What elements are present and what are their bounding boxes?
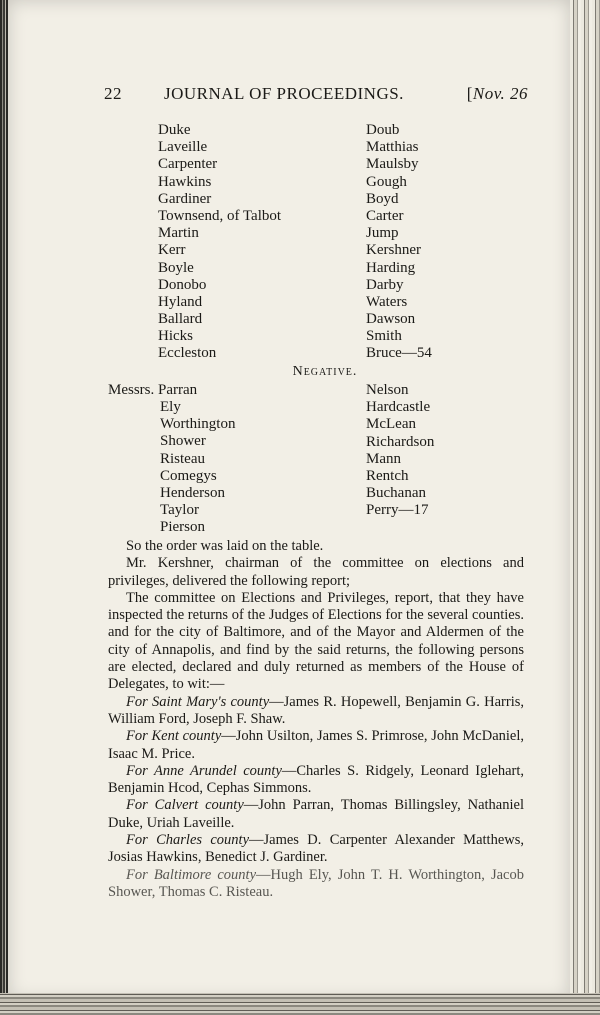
header-date-bracket: [ — [466, 84, 473, 103]
county-label: For Saint Mary's county — [126, 693, 270, 710]
member-name: Perry—17 — [366, 502, 429, 519]
member-name: Comegys — [160, 467, 217, 484]
member-name: Dawson — [366, 311, 416, 328]
member-name: Gardiner — [158, 190, 212, 207]
running-title: JOURNAL OF PROCEEDINGS. — [164, 84, 404, 103]
affirmative-left-column — [158, 122, 281, 363]
member-name: Martin — [158, 225, 199, 242]
member-name: Maulsby — [366, 156, 419, 173]
county-anne-arundel — [108, 763, 524, 798]
county-members: —James R. Hopewell, Benjamin G. Harris, William Ford, Joseph F. Shaw. — [108, 693, 524, 727]
member-name: Risteau — [160, 450, 205, 467]
county-label: For Anne Arundel county — [126, 762, 282, 779]
member-name: Harding — [366, 259, 416, 276]
member-name: Waters — [366, 293, 408, 310]
member-name: Boyle — [158, 259, 194, 276]
county-members: —James D. Carpenter Alexander Matthews, Josias Hawkins, Benedict J. Gardiner. — [108, 832, 524, 866]
member-name: Smith — [366, 328, 402, 345]
member-name: Townsend, of Talbot — [158, 207, 282, 224]
county-label: For Charles county — [126, 832, 250, 849]
member-name: Darby — [366, 276, 404, 293]
county-kent — [108, 728, 524, 763]
member-name: Matthias — [366, 139, 419, 156]
county-members: —John Usilton, James S. Primrose, John McDaniel, Isaac M. Price. — [108, 728, 524, 762]
member-name: Bruce—54 — [366, 345, 432, 362]
paragraph-kershner: Mr. Kershner, chairman of the committee on elections and privileges, delivered the following report; — [108, 555, 524, 589]
county-calvert — [108, 797, 524, 832]
member-name: Kershner — [366, 242, 421, 259]
negative-heading-text: Negative. — [292, 364, 358, 379]
page-bottom-edge — [0, 993, 600, 1015]
member-name: Gough — [366, 173, 407, 190]
member-name: Kerr — [158, 242, 186, 259]
member-name: Nelson — [366, 382, 409, 398]
negative-left-column — [160, 399, 235, 537]
county-members: —Hugh Ely, John T. H. Worthington, Jacob Shower, Thomas C. Risteau. — [108, 866, 524, 900]
member-name: Shower — [160, 433, 206, 450]
county-charles — [108, 832, 524, 867]
county-saint-marys — [108, 694, 524, 729]
paragraph-order-laid: So the order was laid on the table. — [126, 538, 324, 554]
member-name: Ballard — [158, 311, 203, 328]
member-name: Duke — [158, 122, 191, 138]
page-stack-edge — [570, 0, 600, 1015]
county-members: —John Parran, Thomas Billingsley, Nathaniel Duke, Uriah Laveille. — [108, 797, 524, 831]
county-baltimore — [108, 867, 524, 902]
member-name: Hicks — [158, 328, 193, 345]
county-members: —Charles S. Ridgely, Leonard Iglehart, Benjamin Hcod, Cephas Simmons. — [108, 762, 524, 797]
member-name: Eccleston — [158, 345, 217, 362]
member-name: Donobo — [158, 276, 207, 293]
page-number: 22 — [104, 84, 122, 103]
county-label: For Kent county — [126, 728, 222, 745]
member-name: Richardson — [366, 433, 435, 450]
member-name: Carpenter — [158, 156, 218, 173]
member-name: Jump — [366, 225, 399, 242]
member-name: Carter — [366, 207, 404, 224]
member-name: Ely — [160, 399, 181, 415]
county-label: For Baltimore county — [126, 866, 257, 883]
member-name: Pierson — [160, 519, 205, 536]
member-name: Taylor — [160, 502, 199, 519]
member-name: Hawkins — [158, 173, 212, 190]
member-name: Buchanan — [366, 485, 426, 502]
member-name: McLean — [366, 416, 416, 433]
member-name: Hyland — [158, 293, 203, 310]
member-name: Boyd — [366, 190, 399, 207]
header-date-label: Nov. 26 — [472, 84, 528, 103]
paragraph-committee-report: The committee on Elections and Privileges, report, that they have inspected the returns of the Judges of Elections for the several counties. and for the city of Baltimore, and of the Mayor and Aldermen of the city of Annapolis, and find by the said returns, the following persons are elected, declared and duly returned as members of the House of Delegates, to wit:— — [108, 589, 524, 693]
member-name: Rentch — [366, 467, 409, 484]
messrs-line: Messrs. Parran — [108, 382, 198, 398]
negative-heading — [0, 364, 600, 380]
member-name: Mann — [366, 450, 401, 467]
member-name: Hardcastle — [366, 399, 431, 416]
member-name: Laveille — [158, 139, 208, 156]
county-label: For Calvert county — [126, 797, 244, 814]
negative-right-column — [366, 382, 434, 520]
member-name: Worthington — [160, 416, 236, 433]
member-name: Henderson — [160, 484, 225, 501]
page-header — [104, 84, 528, 108]
member-name: Doub — [366, 122, 400, 138]
report-text — [108, 538, 524, 901]
header-date — [467, 84, 528, 104]
affirmative-right-column — [366, 122, 432, 363]
